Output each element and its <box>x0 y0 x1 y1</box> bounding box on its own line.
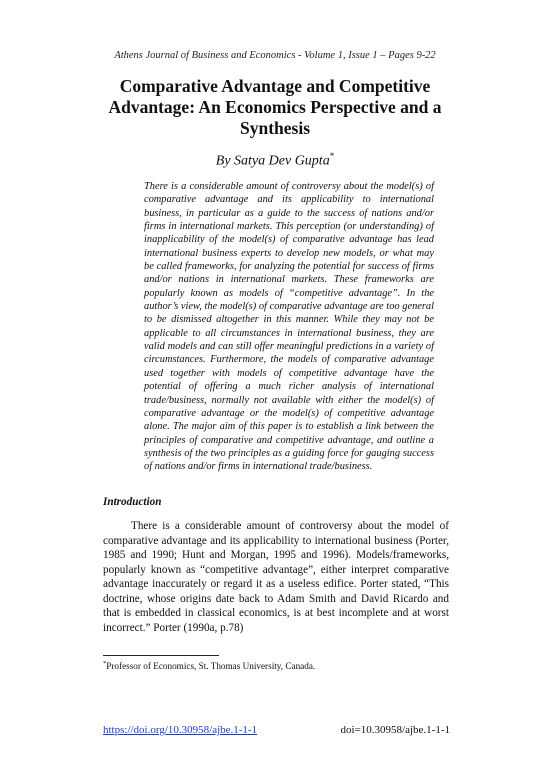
introduction-paragraph: There is a considerable amount of controversy about the model of comparative advantage and its applicability to international business (Porter, 1985 and 1990; Hunt and Morgan, 1995 and 1996). Models/frameworks, popularly known as “competitive advantage”, either interpret comparative advantage inaccurately or regard it as a useless edifice. Porter stated, “This doctrine, whose origins date back to Adam Smith and David Ricardo and that is embedded in classical economics, is at best incomplete and at worst incorrect.” Porter (1990a, p.78) <box>103 520 449 634</box>
author-name: By Satya Dev Gupta <box>215 153 330 169</box>
author-line <box>0 151 550 170</box>
footnote-mark: * <box>103 660 107 667</box>
running-head: Athens Journal of Business and Economics - Volume 1, Issue 1 – Pages 9-22 <box>114 50 436 61</box>
footnote-text: Professor of Economics, St. Thomas University, Canada. <box>106 661 316 672</box>
footnote <box>103 660 315 671</box>
abstract: There is a considerable amount of controversy about the model(s) of comparative advantage and its applicability to international business, in particular as a guide to the success of nations and/or firms in international markets. This perception (or understanding) of inapplicability of the model(s) of comparative advantage has lead international business experts to develop new models, or what may be called frameworks, for analyzing the potential for success of firms and/or nations in international markets. These frameworks are popularly known as models of “competitive advantage”. In the author’s view, the model(s) of comparative advantage are too general to be dismissed altogether in this manner. While they may not be applicable to all circumstances in international business, they are valid models and can still offer meaningful predictions in a variety of circumstances. Furthermore, the models of comparative advantage used together with models of competitive advantage have the potential of offering a much richer analysis of international trade/business, normally not available with either the model(s) of comparative advantage or the model(s) of competitive advantage alone. The major aim of this paper is to establish a link between the principles of comparative and competitive advantage, and outline a synthesis of the two principles as a guiding force for gauging success of nations and/or firms in international trade/business. <box>144 181 434 473</box>
doi-link[interactable]: https://doi.org/10.30958/ajbe.1-1-1 <box>103 724 258 736</box>
author-footnote-mark[interactable]: * <box>329 151 335 161</box>
footnote-divider <box>103 655 219 656</box>
section-heading-introduction: Introduction <box>103 496 162 508</box>
paper-title: Comparative Advantage and Competitive Advantage: An Economics Perspective and a Synthesis <box>108 76 442 138</box>
doi-identifier: doi=10.30958/ajbe.1-1-1 <box>340 724 450 736</box>
